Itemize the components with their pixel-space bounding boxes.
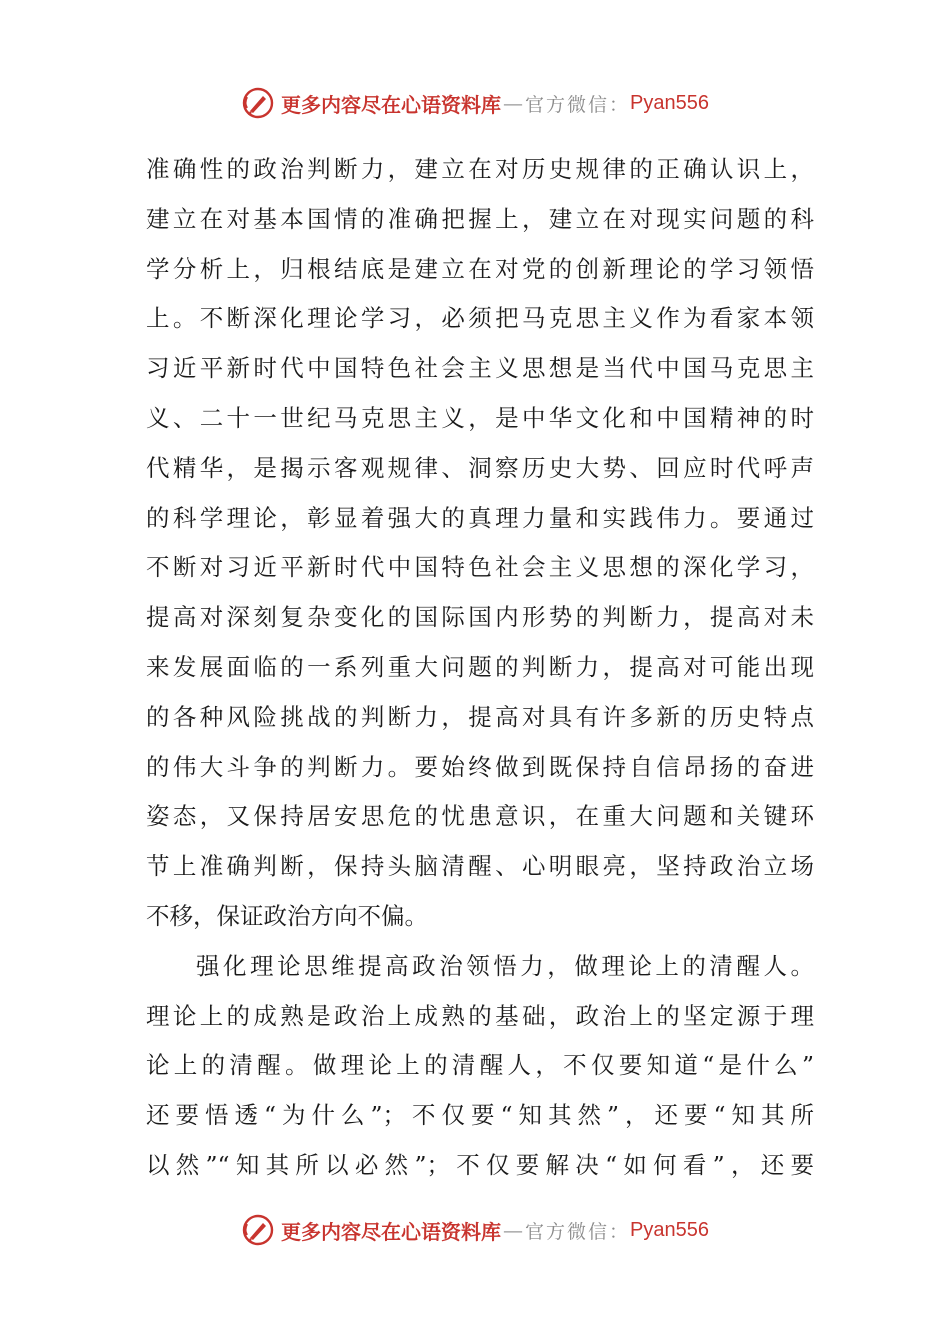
header-official-label: 官方微信：: [525, 93, 631, 116]
text-line: 准确性的政治判断力，建立在对历史规律的正确认识上，: [146, 155, 814, 183]
text-line: 习近平新时代中国特色社会主义思想是当代中国马克思主: [146, 354, 814, 383]
footer-official-label: 官方微信：: [525, 1220, 631, 1243]
footer-wechat-id: Pyan556: [630, 1218, 709, 1241]
text-line: 节上准确判断，保持头脑清醒、心明眼亮，坚持政治立场: [146, 852, 814, 881]
text-line: 义、二十一世纪马克思主义，是中华文化和中国精神的时: [146, 403, 814, 432]
header-separator: —: [503, 91, 523, 115]
header-brand-text: 更多内容尽在心语资料库: [281, 92, 501, 117]
text-line: 不断对习近平新时代中国特色社会主义思想的深化学习，: [146, 553, 814, 582]
pen-circle-icon: [241, 86, 275, 120]
text-line: 还要悟透“为什么”；不仅要“知其然”，还要“知其所: [146, 1101, 814, 1130]
pen-circle-icon: [241, 1213, 275, 1247]
text-line: 来发展面临的一系列重大问题的判断力，提高对可能出现: [146, 652, 814, 681]
text-line: 代精华，是揭示客观规律、洞察历史大势、回应时代呼声: [146, 453, 814, 482]
footer-banner: [0, 1210, 950, 1250]
text-line: 上。不断深化理论学习，必须把马克思主义作为看家本领: [146, 304, 814, 333]
text-line: 建立在对基本国情的准确把握上，建立在对现实问题的科: [146, 204, 814, 233]
text-line: 的伟大斗争的判断力。要始终做到既保持自信昂扬的奋进: [146, 752, 814, 781]
document-body: [146, 145, 814, 1191]
text-line: 姿态，又保持居安思危的忧患意识，在重大问题和关键环: [146, 802, 814, 831]
paragraph-end-line: 不移，保证政治方向不偏。: [146, 901, 428, 930]
text-line: 理论上的成熟是政治上成熟的基础，政治上的坚定源于理: [146, 1001, 814, 1030]
header-wechat-id: Pyan556: [630, 91, 709, 114]
text-line: 以然”“知其所以必然”；不仅要解决“如何看”，还要: [146, 1150, 814, 1179]
text-line: 提高对深刻复杂变化的国际国内形势的判断力，提高对未: [146, 603, 814, 632]
header-banner: [0, 83, 950, 123]
footer-brand-text: 更多内容尽在心语资料库: [281, 1219, 501, 1244]
footer-separator: —: [503, 1218, 523, 1242]
text-line: 论上的清醒。做理论上的清醒人，不仅要知道“是什么”: [146, 1051, 814, 1080]
text-line: 的科学理论，彰显着强大的真理力量和实践伟力。要通过: [146, 503, 814, 532]
paragraph-heading-line: 强化理论思维提高政治领悟力，做理论上的清醒人。: [196, 951, 814, 980]
text-line: 的各种风险挑战的判断力，提高对具有许多新的历史特点: [146, 702, 814, 731]
text-line: 学分析上，归根结底是建立在对党的创新理论的学习领悟: [146, 254, 814, 283]
